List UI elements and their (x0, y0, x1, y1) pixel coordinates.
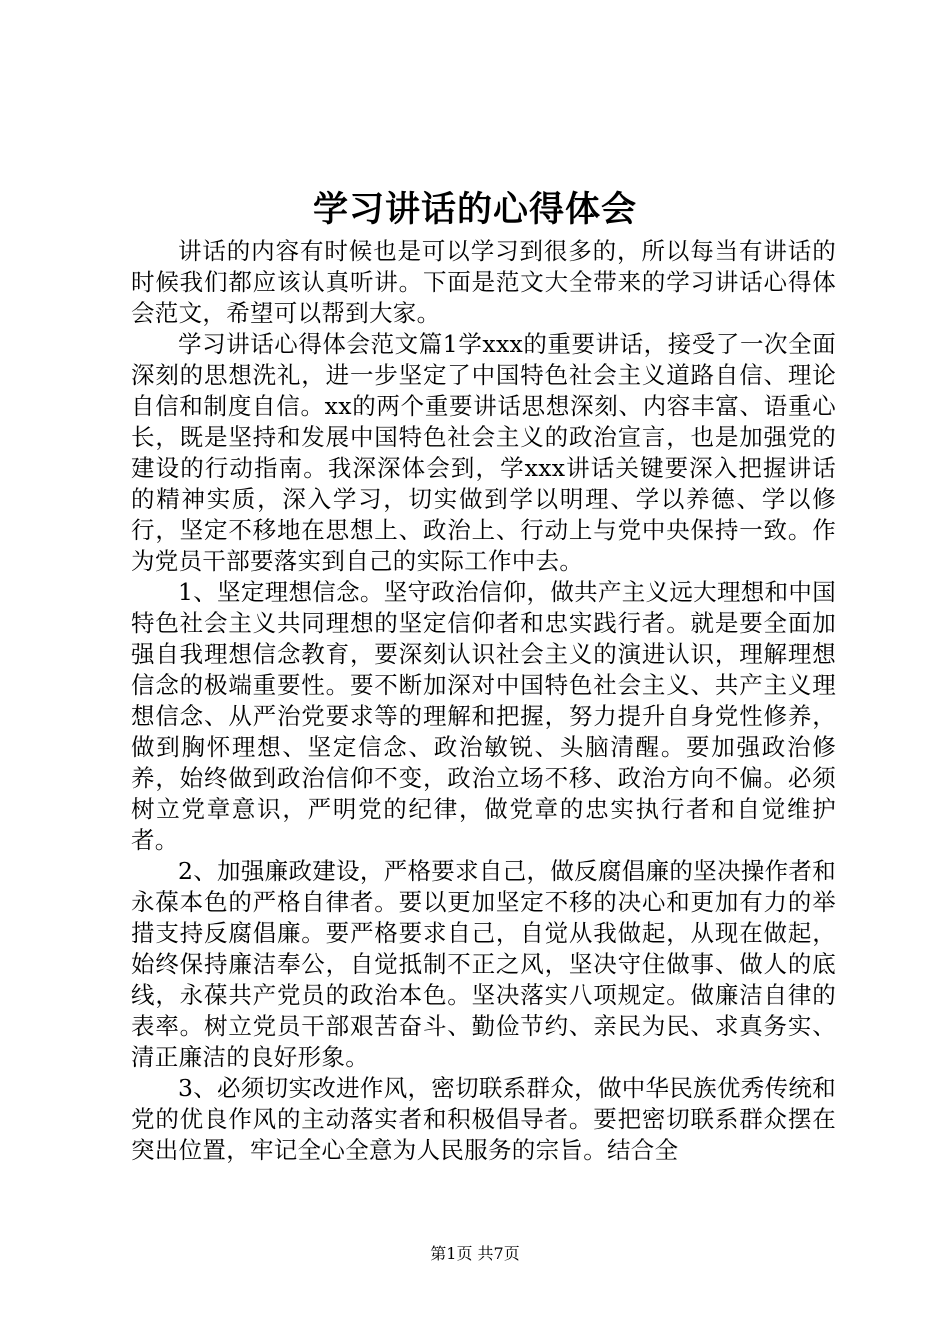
paragraph-point-2: 2、加强廉政建设，严格要求自己，做反腐倡廉的坚决操作者和永葆本色的严格自律者。要以更加坚定不移的决心和更加有力的举措支持反腐倡廉。要严格要求自己，自觉从我做起，从现在做起，始终保持廉洁奉公，自觉抵制不正之风，坚决守住做事、做人的底线，永葆共产党员的政治本色。坚决落实八项规定。做廉洁自律的表率。树立党员干部艰苦奋斗、勤俭节约、亲民为民、求真务实、清正廉洁的良好形象。 (131, 857, 836, 1071)
document-title: 学习讲话的心得体会 (312, 189, 637, 230)
paragraph-intro: 讲话的内容有时候也是可以学习到很多的，所以每当有讲话的时候我们都应该认真听讲。下面是范文大全带来的学习讲话心得体会范文，希望可以帮到大家。 (131, 237, 836, 327)
document-body (131, 236, 836, 1166)
paragraph-point-3: 3、必须切实改进作风，密切联系群众，做中华民族优秀传统和党的优良作风的主动落实者和积极倡导者。要把密切联系群众摆在突出位置，牢记全心全意为人民服务的宗旨。结合全 (131, 1074, 836, 1164)
paragraph-essay-1: 学习讲话心得体会范文篇1学xxx的重要讲话，接受了一次全面深刻的思想洗礼，进一步坚定了中国特色社会主义道路自信、理论自信和制度自信。xx的两个重要讲话思想深刻、内容丰富、语重心长，既是坚持和发展中国特色社会主义的政治宣言，也是加强党的建设的行动指南。我深深体会到，学xxx讲话关键要深入把握讲话的精神实质，深入学习，切实做到学以明理、学以养德、学以修行，坚定不移地在思想上、政治上、行动上与党中央保持一致。作为党员干部要落实到自己的实际工作中去。 (131, 330, 836, 575)
paragraph-point-1: 1、坚定理想信念。坚守政治信仰，做共产主义远大理想和中国特色社会主义共同理想的坚定信仰者和忠实践行者。就是要全面加强自我理想信念教育，要深刻认识社会主义的演进认识，理解理想信念的极端重要性。要不断加深对中国特色社会主义、共产主义理想信念、从严治党要求等的理解和把握，努力提升自身党性修养，做到胸怀理想、坚定信念、政治敏锐、头脑清醒。要加强政治修养，始终做到政治信仰不变，政治立场不移、政治方向不偏。必须树立党章意识，严明党的纪律，做党章的忠实执行者和自觉维护者。 (131, 578, 836, 854)
page-footer: 第1页 共7页 (430, 1244, 520, 1263)
